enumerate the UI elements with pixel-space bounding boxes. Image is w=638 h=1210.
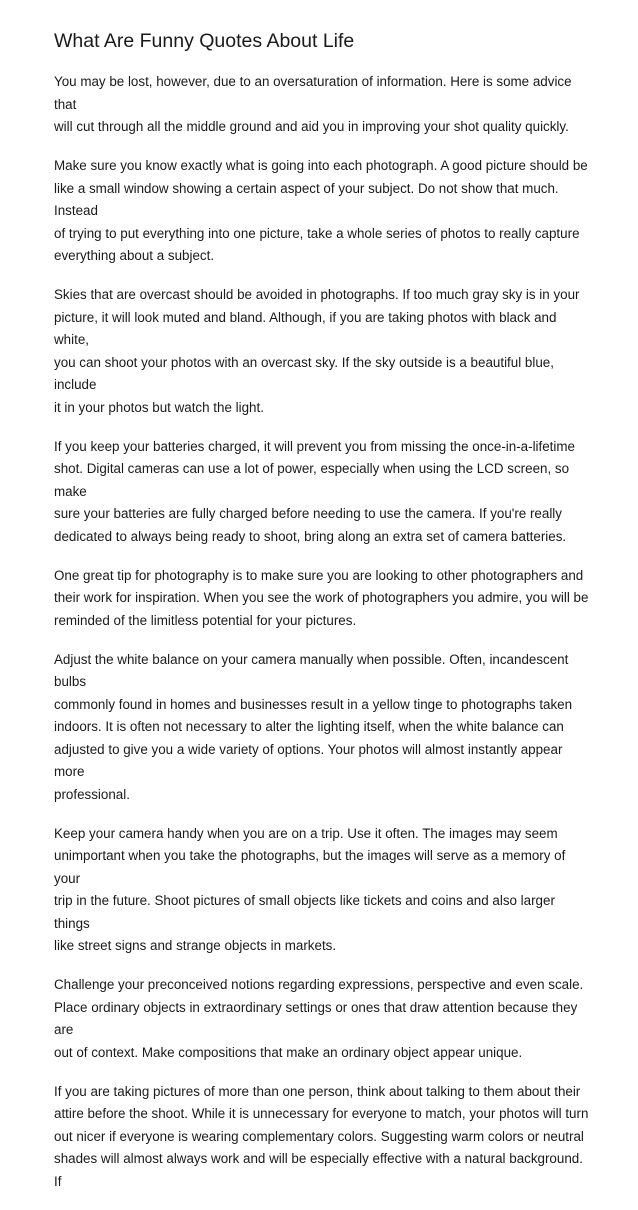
paragraph-1: You may be lost, however, due to an oversaturation of information. Here is some advice that will cut through all the middle ground and aid you in improving your shot quality quickly. [54, 74, 572, 134]
paragraph-5: One great tip for photography is to make sure you are looking to other photographers and their work for inspiration. When you see the work of photographers you admire, you will be reminded of the limitless potential for your pictures. [54, 567, 589, 628]
paragraph-6: Adjust the white balance on your camera manually when possible. Often, incandescent bulbs commonly found in homes and businesses result in a yellow tinge to photographs taken indoors. It is often not necessary to alter the lighting itself, when the white balance can adjusted to give you a wide variety of options. Your photos will almost instantly appear more professional. [54, 651, 573, 802]
page-title: What Are Funny Quotes About Life [54, 30, 355, 52]
paragraph-7: Keep your camera handy when you are on a trip. Use it often. The images may seem unimportant when you take the photographs, but the images will serve as a memory of your trip in the future. Shoot pictures of small objects like tickets and coins and also larger things like street signs and strange objects in markets. [54, 825, 566, 953]
paragraph-2: Make sure you know exactly what is going into each photograph. A good picture should be like a small window showing a certain aspect of your subject. Do not show that much. Instead of trying to put everything into one picture, take a whole series of photos to really capture everything about a subject. [54, 158, 588, 263]
paragraph-4: If you keep your batteries charged, it will prevent you from missing the once-in-a-lifetime shot. Digital cameras can use a lot of power, especially when using the LCD screen, so make sure your batteries are fully charged before needing to use the camera. If you're really dedicated to always being ready to shoot, bring along an extra set of camera batteries. [54, 438, 575, 544]
paragraph-8: Challenge your preconceived notions regarding expressions, perspective and even scale. Place ordinary objects in extraordinary settings or ones that draw attention because they are out of context. Make compositions that make an ordinary object appear unique. [54, 977, 584, 1060]
document-page [54, 28, 590, 1210]
paragraph-9: If you are taking pictures of more than one person, think about talking to them about their attire before the shoot. While it is unnecessary for everyone to match, your photos will turn out nicer if everyone is wearing complementary colors. Suggesting warm colors or neutral shades will almost always work and will be especially effective with a natural background. If [54, 1083, 589, 1189]
paragraph-3: Skies that are overcast should be avoided in photographs. If too much gray sky is in your picture, it will look muted and bland. Although, if you are taking photos with black and white, you can shoot your photos with an overcast sky. If the sky outside is a beautiful blue, include it in your photos but watch the light. [54, 287, 580, 415]
